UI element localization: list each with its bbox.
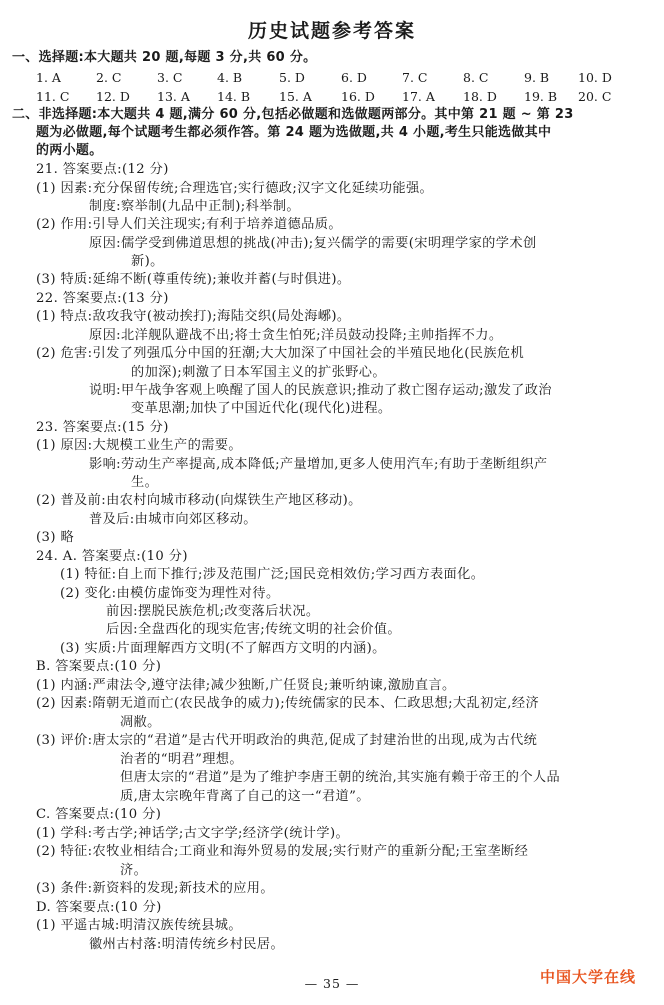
q21-part2-cont: 原因:儒学受到佛道思想的挑战(冲击);复兴儒学的需要(宋明理学家的学术创 <box>89 236 537 251</box>
mc-answer: 1. A <box>36 70 61 85</box>
mc-answer: 13. A <box>157 89 190 104</box>
q22-part2: (2) 危害:引发了列强瓜分中国的狂潮;大大加深了中国社会的半殖民地化(民族危机 <box>36 346 525 361</box>
q24a-part2-cont: 后因:全盘西化的现实危害;传统文明的社会价值。 <box>106 622 402 637</box>
q21-heading: 21. 答案要点:(12 分) <box>36 162 169 177</box>
mc-answer: 17. A <box>402 89 435 104</box>
q24c-part2-wrap: 济。 <box>120 863 148 878</box>
q22-part2-wrap: 的加深);刺激了日本军国主义的扩张野心。 <box>131 365 386 380</box>
q24c-part1: (1) 学科:考古学;神话学;古文字学;经济学(统计学)。 <box>36 826 350 841</box>
q21-part2-wrap: 新)。 <box>131 254 164 269</box>
mc-answer: 20. C <box>578 89 612 104</box>
q24c-heading: C. 答案要点:(10 分) <box>36 807 162 822</box>
q24c-part2: (2) 特征:农牧业相结合;工商业和海外贸易的发展;实行财产的重新分配;王室垄断经 <box>36 844 529 859</box>
page-title: 历史试题参考答案 <box>247 20 416 42</box>
mc-answer: 18. D <box>463 89 497 104</box>
q24b-part3-cont-wrap: 质,唐太宗晚年背离了自己的这一“君道”。 <box>120 789 370 804</box>
q24b-part1: (1) 内涵:严肃法令,遵守法律;减少独断,广任贤良;兼听纳谏,激励直言。 <box>36 678 456 693</box>
mc-answer: 4. B <box>217 70 243 85</box>
q24b-part3-wrap: 治者的“明君”理想。 <box>120 752 243 767</box>
q21-part3: (3) 特质:延绵不断(尊重传统);兼收并蓄(与时俱进)。 <box>36 272 351 287</box>
section2-heading-line: 的两小题。 <box>36 143 103 158</box>
q23-part2: (2) 普及前:由农村向城市移动(向煤铁生产地区移动)。 <box>36 493 362 508</box>
q23-part3: (3) 略 <box>36 530 75 545</box>
q24a-heading: 24. A. 答案要点:(10 分) <box>36 549 188 564</box>
q23-part1-wrap: 生。 <box>131 475 159 490</box>
q24d-part1: (1) 平遥古城:明清汉族传统县城。 <box>36 918 242 933</box>
mc-answer: 7. C <box>402 70 428 85</box>
q22-part2-note: 说明:甲午战争客观上唤醒了国人的民族意识;推动了救亡图存运动;激发了政治 <box>89 383 552 398</box>
page-number: — 35 — <box>304 976 360 991</box>
mc-answer: 16. D <box>341 89 375 104</box>
q21-part1: (1) 因素:充分保留传统;合理选官;实行德政;汉字文化延续功能强。 <box>36 181 434 196</box>
mc-answer: 5. D <box>279 70 305 85</box>
mc-answer: 12. D <box>96 89 130 104</box>
q23-heading: 23. 答案要点:(15 分) <box>36 420 169 435</box>
q24b-part3-cont: 但唐太宗的“君道”是为了维护李唐王朝的统治,其实施有赖于帝王的个人品 <box>120 770 561 785</box>
q24d-heading: D. 答案要点:(10 分) <box>36 900 162 915</box>
q23-part2-cont: 普及后:由城市向郊区移动。 <box>89 512 257 527</box>
q24b-part2: (2) 因素:隋朝无道而亡(农民战争的威力);传统儒家的民本、仁政思想;大乱初定,经济 <box>36 696 540 711</box>
q21-part1-cont: 制度:察举制(九品中正制);科举制。 <box>89 199 300 214</box>
q24b-heading: B. 答案要点:(10 分) <box>36 659 162 674</box>
q22-part1-cont: 原因:北洋舰队避战不出;将士贪生怕死;洋员鼓动投降;主帅指挥不力。 <box>89 328 503 343</box>
site-watermark: 中国大学在线 <box>539 968 636 986</box>
mc-answer: 6. D <box>341 70 367 85</box>
mc-answer: 19. B <box>524 89 558 104</box>
mc-answer: 15. A <box>279 89 312 104</box>
mc-answer: 14. B <box>217 89 251 104</box>
q22-part1: (1) 特点:敌攻我守(被动挨打);海陆交织(局处海峫)。 <box>36 309 351 324</box>
q24a-part1: (1) 特征:自上而下推行;涉及范围广泛;国民竞相效仿;学习西方表面化。 <box>60 567 485 582</box>
mc-answer: 3. C <box>157 70 183 85</box>
mc-answers-row-1 <box>36 70 636 86</box>
section2-heading-line: 题为必做题,每个试题考生都必须作答。第 24 题为选做题,共 4 小题,考生只能选做其中 <box>36 125 552 140</box>
mc-answer: 2. C <box>96 70 122 85</box>
section2-heading-line: 二、非选择题:本大题共 4 题,满分 60 分,包括必做题和选做题两部分。其中第 21 题 ~ 第 23 <box>12 107 574 122</box>
q24a-part2: (2) 变化:由模仿虚饰变为理性对待。 <box>60 586 280 601</box>
q24d-part1-cont: 徽州古村落:明清传统乡村民居。 <box>89 937 285 952</box>
section1-heading: 一、选择题:本大题共 20 题,每题 3 分,共 60 分。 <box>12 50 317 65</box>
q24b-part2-wrap: 凋敝。 <box>120 715 161 730</box>
q24c-part3: (3) 条件:新资料的发现;新技术的应用。 <box>36 881 274 896</box>
mc-answer: 9. B <box>524 70 550 85</box>
mc-answer: 10. D <box>578 70 612 85</box>
q21-part2: (2) 作用:引导人们关注现实;有利于培养道德品质。 <box>36 217 342 232</box>
mc-answer: 11. C <box>36 89 70 104</box>
q24a-part3: (3) 实质:片面理解西方文明(不了解西方文明的内涵)。 <box>60 641 386 656</box>
q23-part1-cont: 影响:劳动生产率提高,成本降低;产量增加,更多人使用汽车;有助于垄断组织产 <box>89 457 548 472</box>
q24b-part3: (3) 评价:唐太宗的“君道”是古代开明政治的典范,促成了封建治世的出现,成为古代统 <box>36 733 538 748</box>
q23-part1: (1) 原因:大规模工业生产的需要。 <box>36 438 242 453</box>
q22-heading: 22. 答案要点:(13 分) <box>36 291 169 306</box>
mc-answers-row-2 <box>36 89 636 105</box>
mc-answer: 8. C <box>463 70 489 85</box>
q22-part2-note-wrap: 变革思潮;加快了中国近代化(现代化)进程。 <box>131 401 392 416</box>
q24a-part2-cont: 前因:摆脱民族危机;改变落后状况。 <box>106 604 320 619</box>
